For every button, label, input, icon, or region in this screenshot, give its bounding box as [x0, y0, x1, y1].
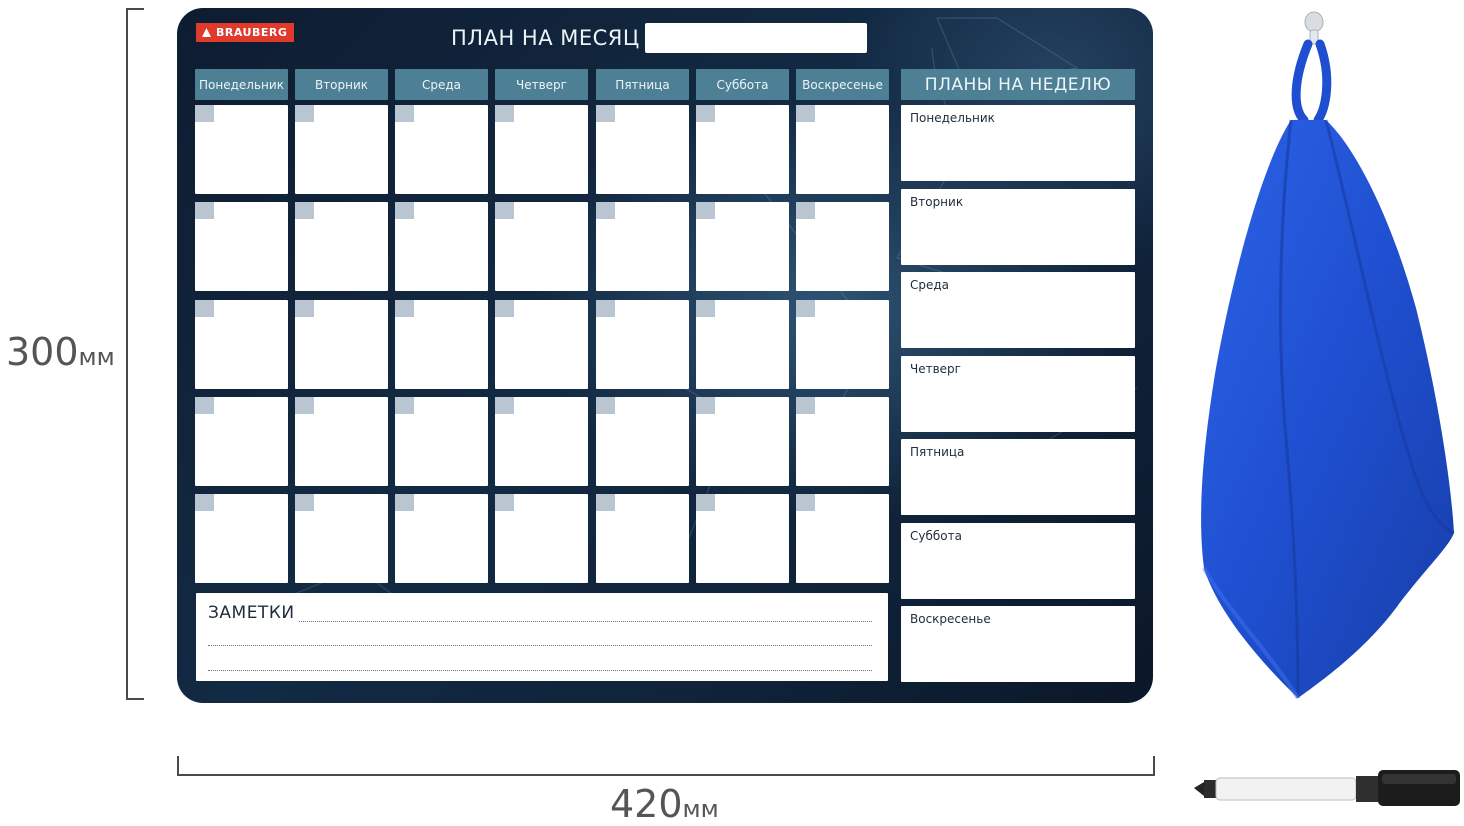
month-plan-title: ПЛАН НА МЕСЯЦ	[451, 26, 640, 50]
day-header: Суббота	[696, 69, 789, 100]
notes-line	[208, 645, 872, 646]
calendar-day-cell[interactable]	[395, 105, 488, 194]
date-number-tab	[796, 397, 815, 414]
calendar-day-cell[interactable]	[696, 202, 789, 291]
date-number-tab	[596, 105, 615, 122]
day-header: Вторник	[295, 69, 388, 100]
week-plan-box[interactable]	[901, 189, 1135, 265]
notes-line	[299, 621, 872, 622]
calendar-day-cell[interactable]	[796, 494, 889, 583]
day-header: Понедельник	[195, 69, 288, 100]
date-number-tab	[495, 397, 514, 414]
date-number-tab	[495, 494, 514, 511]
date-number-tab	[796, 494, 815, 511]
calendar-day-cell[interactable]	[696, 494, 789, 583]
calendar-day-cell[interactable]	[395, 397, 488, 486]
brand-triangle-icon	[202, 28, 211, 37]
date-number-tab	[796, 202, 815, 219]
date-number-tab	[796, 300, 815, 317]
week-plan-day-label: Пятница	[910, 445, 965, 459]
date-number-tab	[596, 397, 615, 414]
calendar-day-cell[interactable]	[596, 397, 689, 486]
calendar-day-cell[interactable]	[495, 300, 588, 389]
calendar-day-cell[interactable]	[596, 202, 689, 291]
date-number-tab	[395, 202, 414, 219]
date-number-tab	[596, 494, 615, 511]
date-number-tab	[195, 105, 214, 122]
calendar-day-cell[interactable]	[495, 105, 588, 194]
microfiber-cloth-icon	[1186, 8, 1462, 708]
date-number-tab	[495, 300, 514, 317]
calendar-day-cell[interactable]	[596, 105, 689, 194]
calendar-day-cell[interactable]	[796, 397, 889, 486]
date-number-tab	[696, 202, 715, 219]
calendar-day-cell[interactable]	[596, 494, 689, 583]
date-number-tab	[696, 397, 715, 414]
calendar-day-cell[interactable]	[696, 105, 789, 194]
week-plan-box[interactable]	[901, 356, 1135, 432]
calendar-day-cell[interactable]	[295, 202, 388, 291]
height-dimension-label: 300мм	[6, 330, 115, 374]
calendar-day-cell[interactable]	[696, 300, 789, 389]
day-header: Четверг	[495, 69, 588, 100]
week-plans-title: ПЛАНЫ НА НЕДЕЛЮ	[901, 69, 1135, 100]
date-number-tab	[295, 202, 314, 219]
week-plan-box[interactable]	[901, 272, 1135, 348]
date-number-tab	[295, 397, 314, 414]
date-number-tab	[395, 397, 414, 414]
date-number-tab	[195, 397, 214, 414]
day-header: Воскресенье	[796, 69, 889, 100]
calendar-day-cell[interactable]	[796, 300, 889, 389]
date-number-tab	[796, 105, 815, 122]
calendar-day-cell[interactable]	[395, 300, 488, 389]
calendar-day-cell[interactable]	[796, 105, 889, 194]
week-plan-day-label: Вторник	[910, 195, 964, 209]
week-plan-box[interactable]	[901, 606, 1135, 682]
week-plan-box[interactable]	[901, 439, 1135, 515]
notes-title: ЗАМЕТКИ	[208, 603, 295, 623]
date-number-tab	[195, 300, 214, 317]
day-header: Пятница	[596, 69, 689, 100]
date-number-tab	[495, 202, 514, 219]
calendar-day-cell[interactable]	[295, 300, 388, 389]
week-plan-day-label: Суббота	[910, 529, 962, 543]
week-plan-day-label: Среда	[910, 278, 950, 292]
date-number-tab	[295, 300, 314, 317]
date-number-tab	[395, 105, 414, 122]
calendar-day-cell[interactable]	[495, 494, 588, 583]
calendar-day-cell[interactable]	[195, 202, 288, 291]
week-plan-day-label: Воскресенье	[910, 612, 991, 626]
date-number-tab	[596, 202, 615, 219]
day-header: Среда	[395, 69, 488, 100]
date-number-tab	[495, 105, 514, 122]
date-number-tab	[596, 300, 615, 317]
calendar-day-cell[interactable]	[796, 202, 889, 291]
calendar-day-cell[interactable]	[295, 494, 388, 583]
calendar-day-cell[interactable]	[195, 397, 288, 486]
week-plan-day-label: Четверг	[910, 362, 961, 376]
calendar-day-cell[interactable]	[295, 397, 388, 486]
calendar-day-cell[interactable]	[696, 397, 789, 486]
calendar-day-cell[interactable]	[195, 105, 288, 194]
calendar-day-cell[interactable]	[195, 300, 288, 389]
calendar-day-cell[interactable]	[495, 397, 588, 486]
date-number-tab	[295, 494, 314, 511]
calendar-day-cell[interactable]	[195, 494, 288, 583]
calendar-day-cell[interactable]	[596, 300, 689, 389]
brand-logo: BRAUBERG	[196, 23, 294, 42]
date-number-tab	[696, 300, 715, 317]
calendar-day-cell[interactable]	[295, 105, 388, 194]
date-number-tab	[395, 300, 414, 317]
notes-area[interactable]	[196, 593, 888, 681]
calendar-day-cell[interactable]	[395, 202, 488, 291]
week-plan-box[interactable]	[901, 105, 1135, 181]
marker-pen-icon	[1190, 768, 1462, 812]
date-number-tab	[195, 202, 214, 219]
date-number-tab	[696, 105, 715, 122]
date-number-tab	[696, 494, 715, 511]
monthly-planner-board	[177, 8, 1153, 703]
width-dimension-label: 420мм	[610, 782, 719, 826]
date-number-tab	[395, 494, 414, 511]
calendar-day-cell[interactable]	[495, 202, 588, 291]
week-plan-box[interactable]	[901, 523, 1135, 599]
width-dimension-bracket	[177, 756, 1155, 776]
week-plan-day-label: Понедельник	[910, 111, 995, 125]
date-number-tab	[295, 105, 314, 122]
month-name-field[interactable]	[645, 23, 867, 53]
calendar-day-cell[interactable]	[395, 494, 488, 583]
date-number-tab	[195, 494, 214, 511]
notes-line	[208, 670, 872, 671]
height-dimension-bracket	[126, 8, 144, 700]
